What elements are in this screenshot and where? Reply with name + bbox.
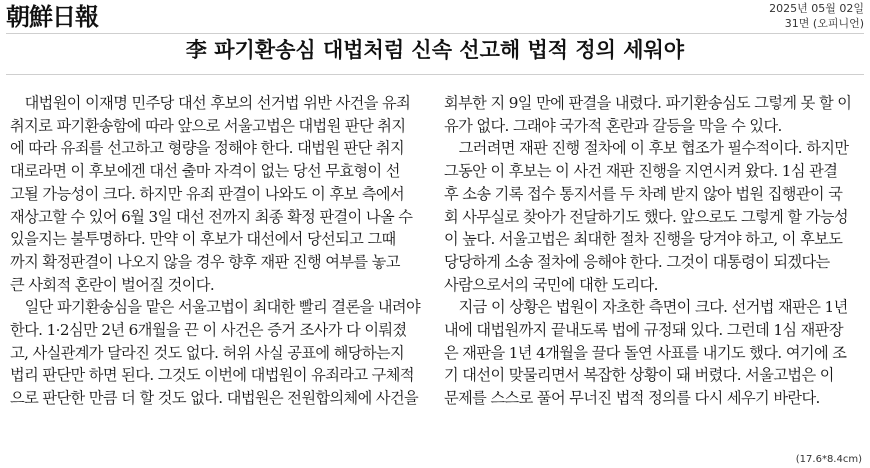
text-line: 내에 대법원까지 끝내도록 법에 규정돼 있다. 그런데 1심 재판장 xyxy=(444,321,843,340)
text-line: 법리 판단만 하면 된다. 그것도 이번에 대법원이 유죄라고 구체적 xyxy=(10,366,414,385)
text-line: 회 사무실로 찾아가 전달하기도 했다. 앞으로도 그렇게 할 가능성 xyxy=(444,207,848,226)
top-divider xyxy=(6,33,864,34)
text-line: 대법원이 이재명 민주당 대선 후보의 선거법 위반 사건을 유죄 xyxy=(10,94,411,112)
newspaper-masthead: 朝鮮日報 xyxy=(6,2,98,31)
article-right-column xyxy=(444,92,860,410)
headline-divider xyxy=(6,74,864,75)
text-line: 은 재판을 1년 4개월을 끌다 돌연 사표를 내기도 했다. 여기에 조 xyxy=(444,343,847,362)
text-line: 그러려면 재판 진행 절차에 이 후보 협조가 필수적이다. 하지만 xyxy=(444,139,849,158)
text-line: 그동안 이 후보는 이 사건 재판 진행을 지연시켜 왔다. 1심 관결 xyxy=(444,162,838,181)
text-line: 큰 사회적 혼란이 벌어질 것이다. xyxy=(10,275,215,294)
text-line: 후 소송 기록 접수 통지서를 두 차례 받지 않아 법원 집행관이 국 xyxy=(444,184,843,203)
text-line: 재상고할 수 있어 6월 3일 대선 전까지 최종 확정 판결이 나올 수 xyxy=(10,207,413,226)
page-section: 31면 (오피니언) xyxy=(784,17,864,30)
text-line: 지금 이 상황은 법원이 자초한 측면이 크다. 선거법 재판은 1년 xyxy=(444,298,848,317)
text-line: 사람으로서의 국민에 대한 도리다. xyxy=(444,275,658,294)
text-line: 일단 파기환송심을 맡은 서울고법이 최대한 빨리 결론을 내려야 xyxy=(10,298,421,317)
article-left-column xyxy=(10,92,426,410)
text-line: 당당하게 소송 절차에 응해야 한다. 그것이 대통령이 되겠다는 xyxy=(444,252,830,271)
text-line: 으로 판단한 만큼 더 할 것도 없다. 대법원은 전원합의체에 사건을 xyxy=(10,389,419,408)
text-line: 까지 확정판결이 나오지 않을 경우 향후 재판 진행 여부를 놓고 xyxy=(10,252,400,271)
text-line: 있을지는 불투명하다. 만약 이 후보가 대선에서 당선되고 그때 xyxy=(10,230,396,249)
article-meta xyxy=(769,1,864,31)
text-line: 유가 없다. 그래야 국가적 혼란과 갈등을 막을 수 있다. xyxy=(444,116,782,135)
article-headline: 李 파기환송심 대법처럼 신속 선고해 법적 정의 세워야 xyxy=(185,38,685,62)
text-line: 기 대선이 맞물리면서 복잡한 상황이 돼 버렸다. 서울고법은 이 xyxy=(444,366,834,385)
text-line: 고될 가능성이 크다. 하지만 유죄 판결이 나와도 이 후보 측에서 xyxy=(10,184,405,203)
text-line: 대로라면 이 후보에겐 대선 출마 자격이 없는 당선 무효형이 선 xyxy=(10,162,400,181)
text-line: 취지로 파기환송함에 따라 앞으로 서울고법은 대법원 판단 취지 xyxy=(10,116,406,135)
text-line: 이 높다. 서울고법은 최대한 절차 진행을 당겨야 하고, 이 후보도 xyxy=(444,230,843,249)
text-line: 회부한 지 9일 만에 판결을 내렸다. 파기환송심도 그렇게 못 할 이 xyxy=(444,94,852,112)
article-size-note: (17.6*8.4cm) xyxy=(795,454,862,465)
publish-date: 2025년 05월 02일 xyxy=(769,2,864,15)
text-line: 문제를 스스로 풀어 무너진 법적 정의를 다시 세우기 바란다. xyxy=(444,389,820,408)
text-line: 고, 사실관계가 달라진 것도 없다. 허위 사실 공표에 해당하는지 xyxy=(10,343,405,362)
text-line: 에 따라 유죄를 선고하고 형량을 정해야 한다. 대법원 판단 취지 xyxy=(10,139,405,158)
text-line: 한다. 1·2심만 2년 6개월을 끈 이 사건은 증거 조사가 다 이뤄졌 xyxy=(10,321,407,340)
